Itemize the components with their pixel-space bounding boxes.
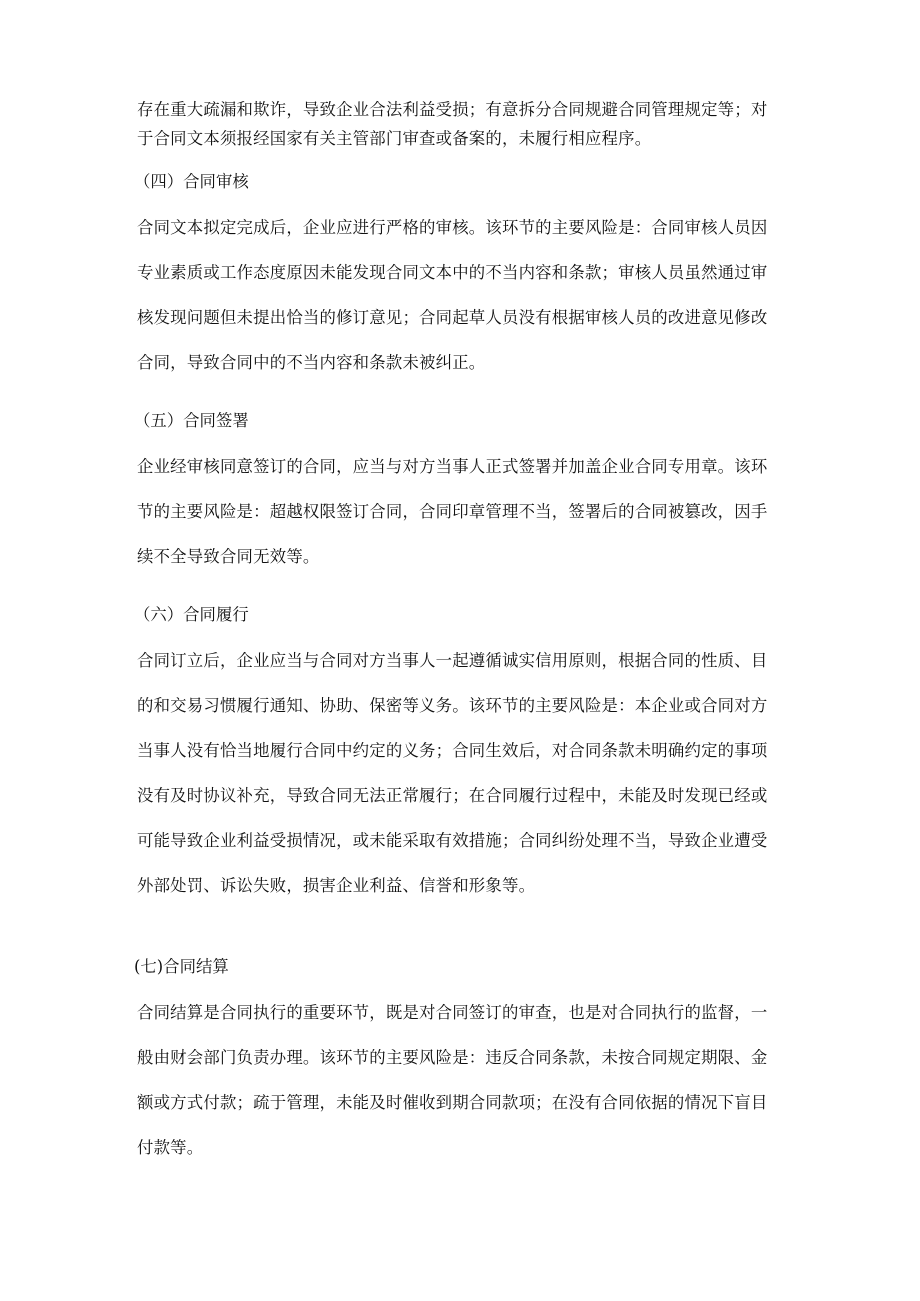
paragraph-contract-performance [137, 638, 793, 908]
paragraph-line: 当事人没有恰当地履行合同中约定的义务；合同生效后，对合同条款未明确约定的事项 [137, 741, 768, 760]
section-heading-6: （六）合同履行 [134, 605, 249, 624]
paragraph-line: 外部处罚、诉讼失败，损害企业利益、信誉和形象等。 [137, 876, 536, 895]
paragraph-line: 合同，导致合同中的不当内容和条款未被纠正。 [137, 353, 486, 372]
paragraph-line: 付款等。 [137, 1138, 204, 1157]
paragraph-contract-settlement [137, 990, 793, 1170]
paragraph-line: 节的主要风险是：超越权限签订合同，合同印章管理不当，签署后的合同被篡改，因手 [137, 502, 768, 521]
paragraph-line: 合同结算是合同执行的重要环节，既是对合同签订的审查，也是对合同执行的监督，一 [137, 1003, 768, 1022]
section-heading-7: (七)合同结算 [134, 957, 229, 976]
paragraph-line: 核发现问题但未提出恰当的修订意见；合同起草人员没有根据审核人员的改进意见修改 [137, 308, 768, 327]
section-heading-4: （四）合同审核 [134, 172, 249, 191]
paragraph-contract-review [137, 205, 793, 385]
paragraph-line: 可能导致企业利益受损情况，或未能采取有效措施；合同纠纷处理不当，导致企业遭受 [137, 831, 768, 850]
paragraph-line: 专业素质或工作态度原因未能发现合同文本中的不当内容和条款；审核人员虽然通过审 [137, 263, 768, 282]
paragraph-line: 存在重大疏漏和欺诈，导致企业合法利益受损；有意拆分合同规避合同管理规定等；对 [137, 100, 768, 119]
paragraph-line: 合同订立后，企业应当与合同对方当事人一起遵循诚实信用原则，根据合同的性质、目 [137, 651, 768, 670]
paragraph-line: 额或方式付款；疏于管理，未能及时催收到期合同款项；在没有合同依据的情况下盲目 [137, 1093, 768, 1112]
paragraph-line: 企业经审核同意签订的合同，应当与对方当事人正式签署并加盖企业合同专用章。该环 [137, 457, 768, 476]
paragraph-line: 的和交易习惯履行通知、协助、保密等义务。该环节的主要风险是：本企业或合同对方 [137, 696, 768, 715]
section-heading-5: （五）合同签署 [134, 411, 249, 430]
paragraph-line: 于合同文本须报经国家有关主管部门审查或备案的，未履行相应程序。 [137, 129, 652, 148]
paragraph-continued [137, 95, 793, 153]
paragraph-line: 般由财会部门负责办理。该环节的主要风险是：违反合同条款，未按合同规定期限、金 [137, 1048, 768, 1067]
paragraph-line: 合同文本拟定完成后，企业应进行严格的审核。该环节的主要风险是：合同审核人员因 [137, 218, 768, 237]
paragraph-line: 没有及时协议补充，导致合同无法正常履行；在合同履行过程中，未能及时发现已经或 [137, 786, 768, 805]
paragraph-line: 续不全导致合同无效等。 [137, 547, 320, 566]
paragraph-contract-signing [137, 444, 793, 579]
